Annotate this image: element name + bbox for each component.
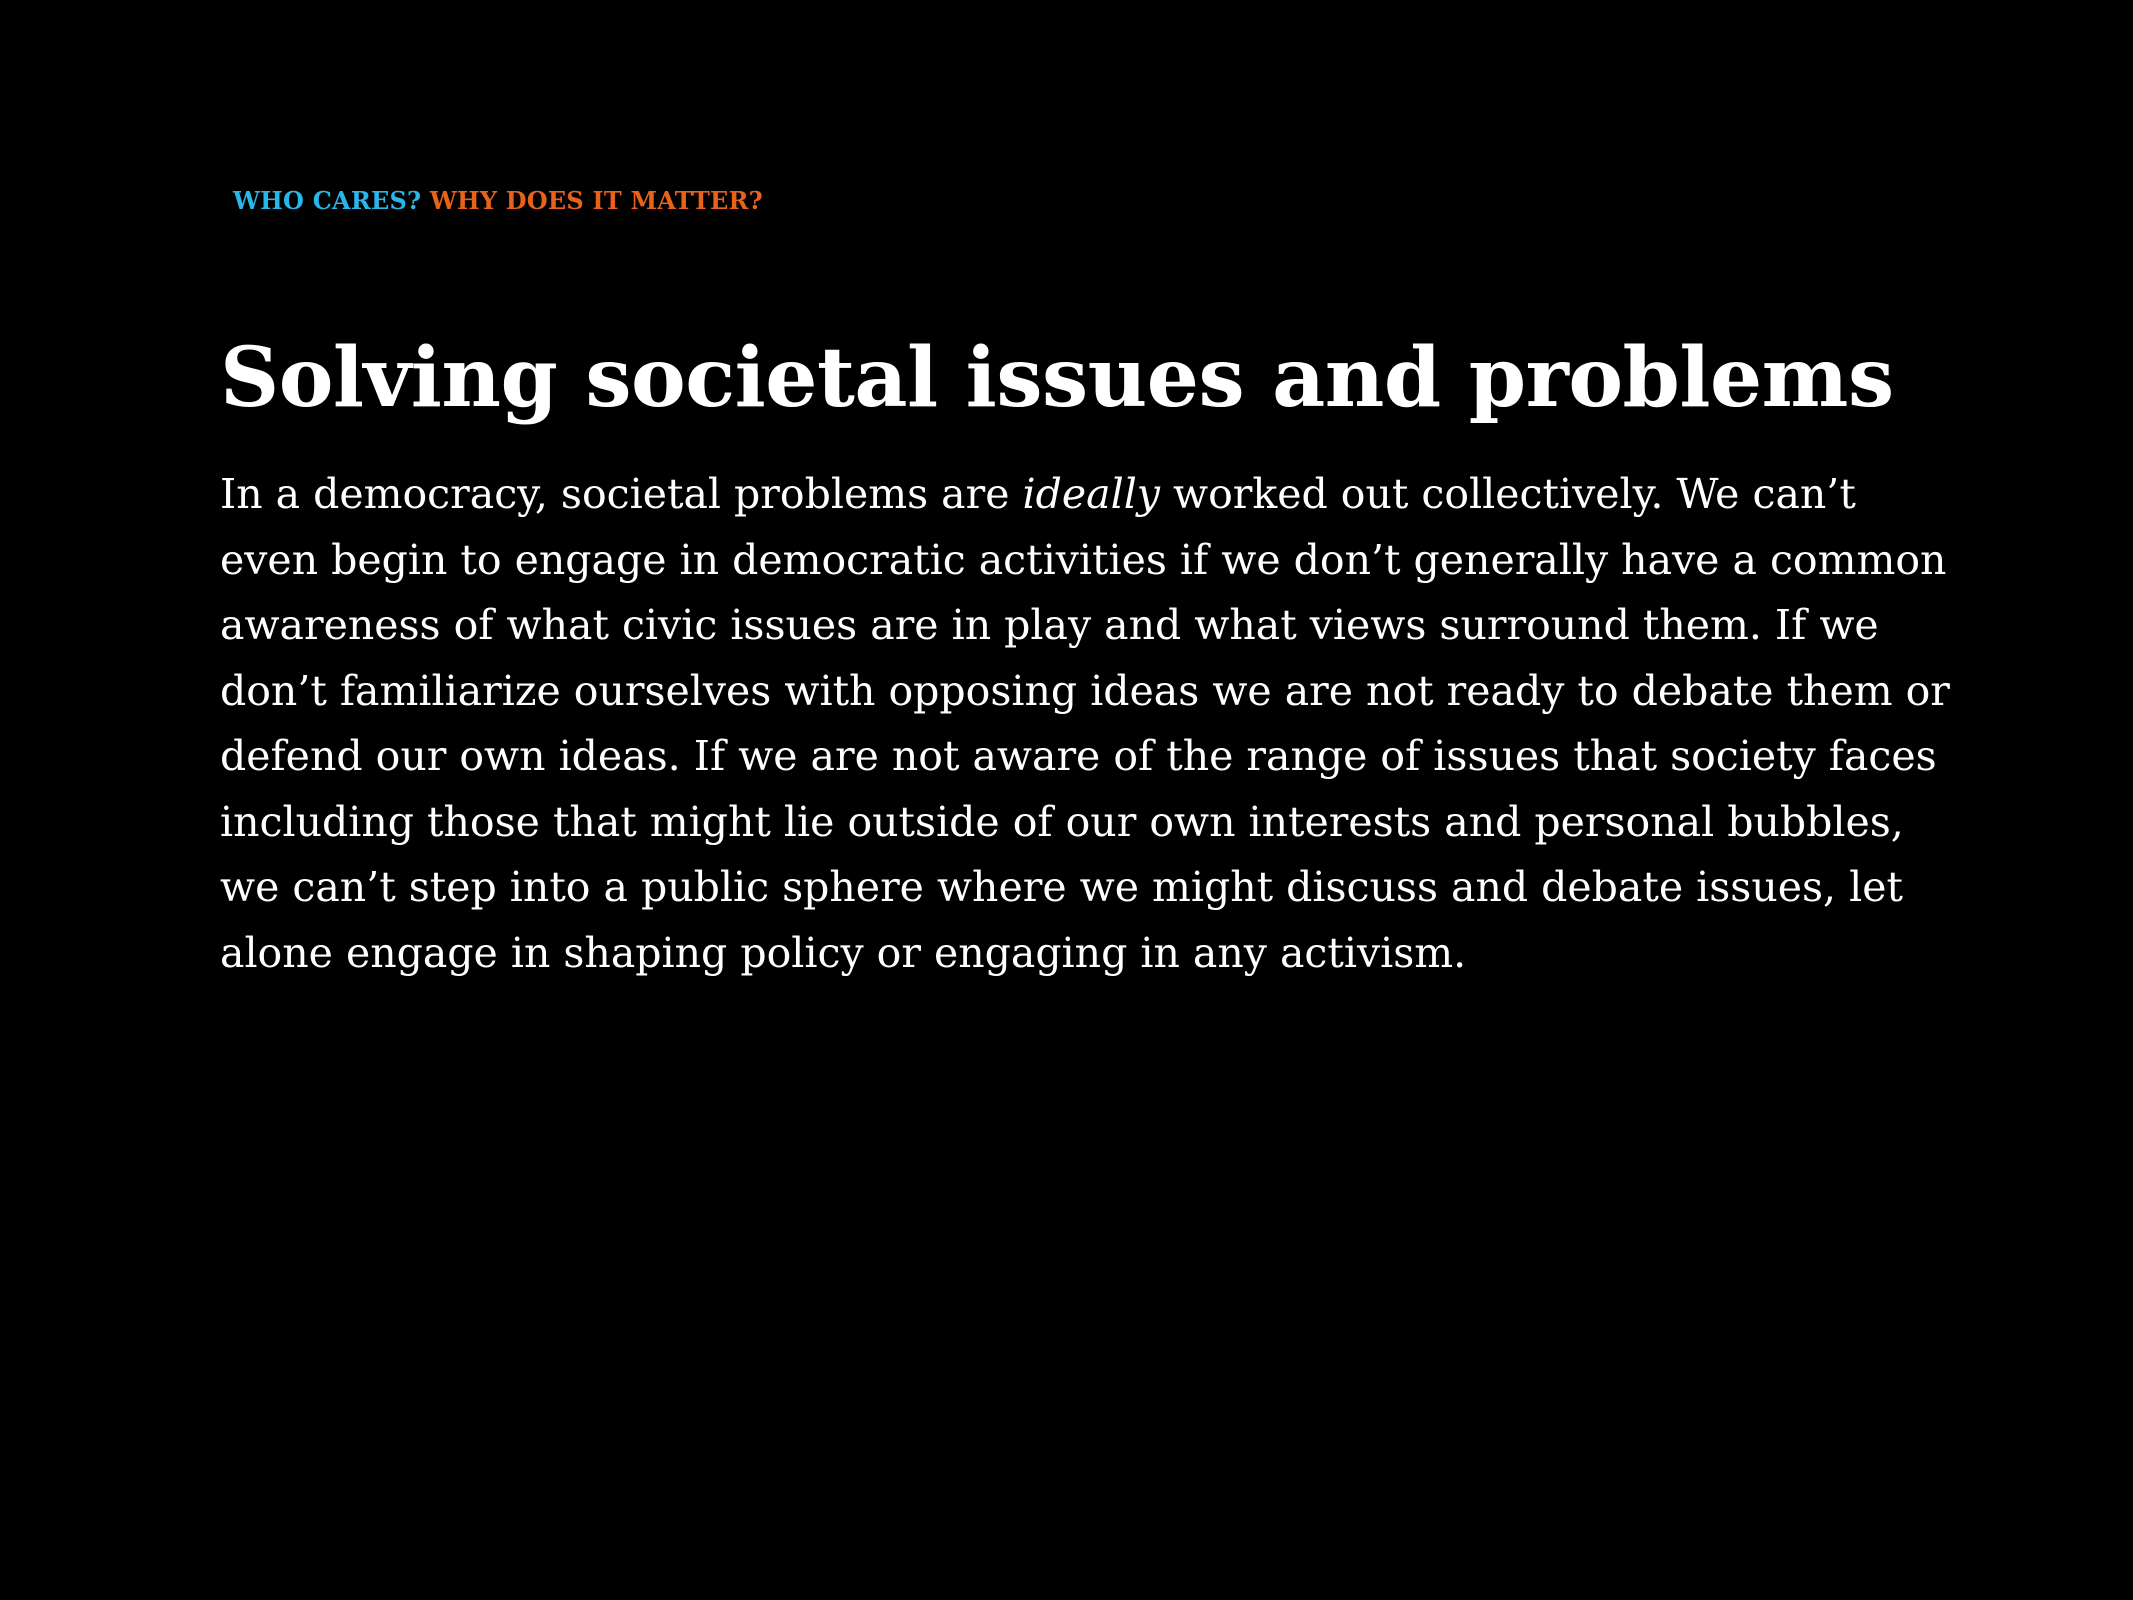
body-paragraph — [220, 462, 1980, 986]
body-text: worked out collectively. We can’t — [1159, 470, 1856, 518]
body-line: alone engage in shaping policy or engaging in any activism. — [220, 928, 1467, 977]
body-line: don’t familiarize ourselves with opposing ideas we are not ready to debate them or — [220, 666, 1950, 715]
section-eyebrow — [233, 186, 763, 215]
body-line: including those that might lie outside of our own interests and personal bubbles, — [220, 797, 1904, 846]
body-line: awareness of what civic issues are in play and what views surround them. If we — [220, 601, 1879, 649]
eyebrow-who-cares: WHO CARES? — [233, 186, 422, 215]
eyebrow-why-matter: WHY DOES IT MATTER? — [429, 186, 763, 215]
body-line: we can’t step into a public sphere where we might discuss and debate issues, let — [220, 863, 1903, 911]
body-line: even begin to engage in democratic activities if we don’t generally have a common — [220, 535, 1947, 584]
body-line: defend our own ideas. If we are not aware of the range of issues that society faces — [220, 732, 1937, 780]
body-line — [220, 462, 1980, 528]
emphasis-ideally: ideally — [1022, 470, 1160, 518]
page-title: Solving societal issues and problems — [220, 330, 1894, 426]
body-text: In a democracy, societal problems are — [220, 470, 1023, 518]
